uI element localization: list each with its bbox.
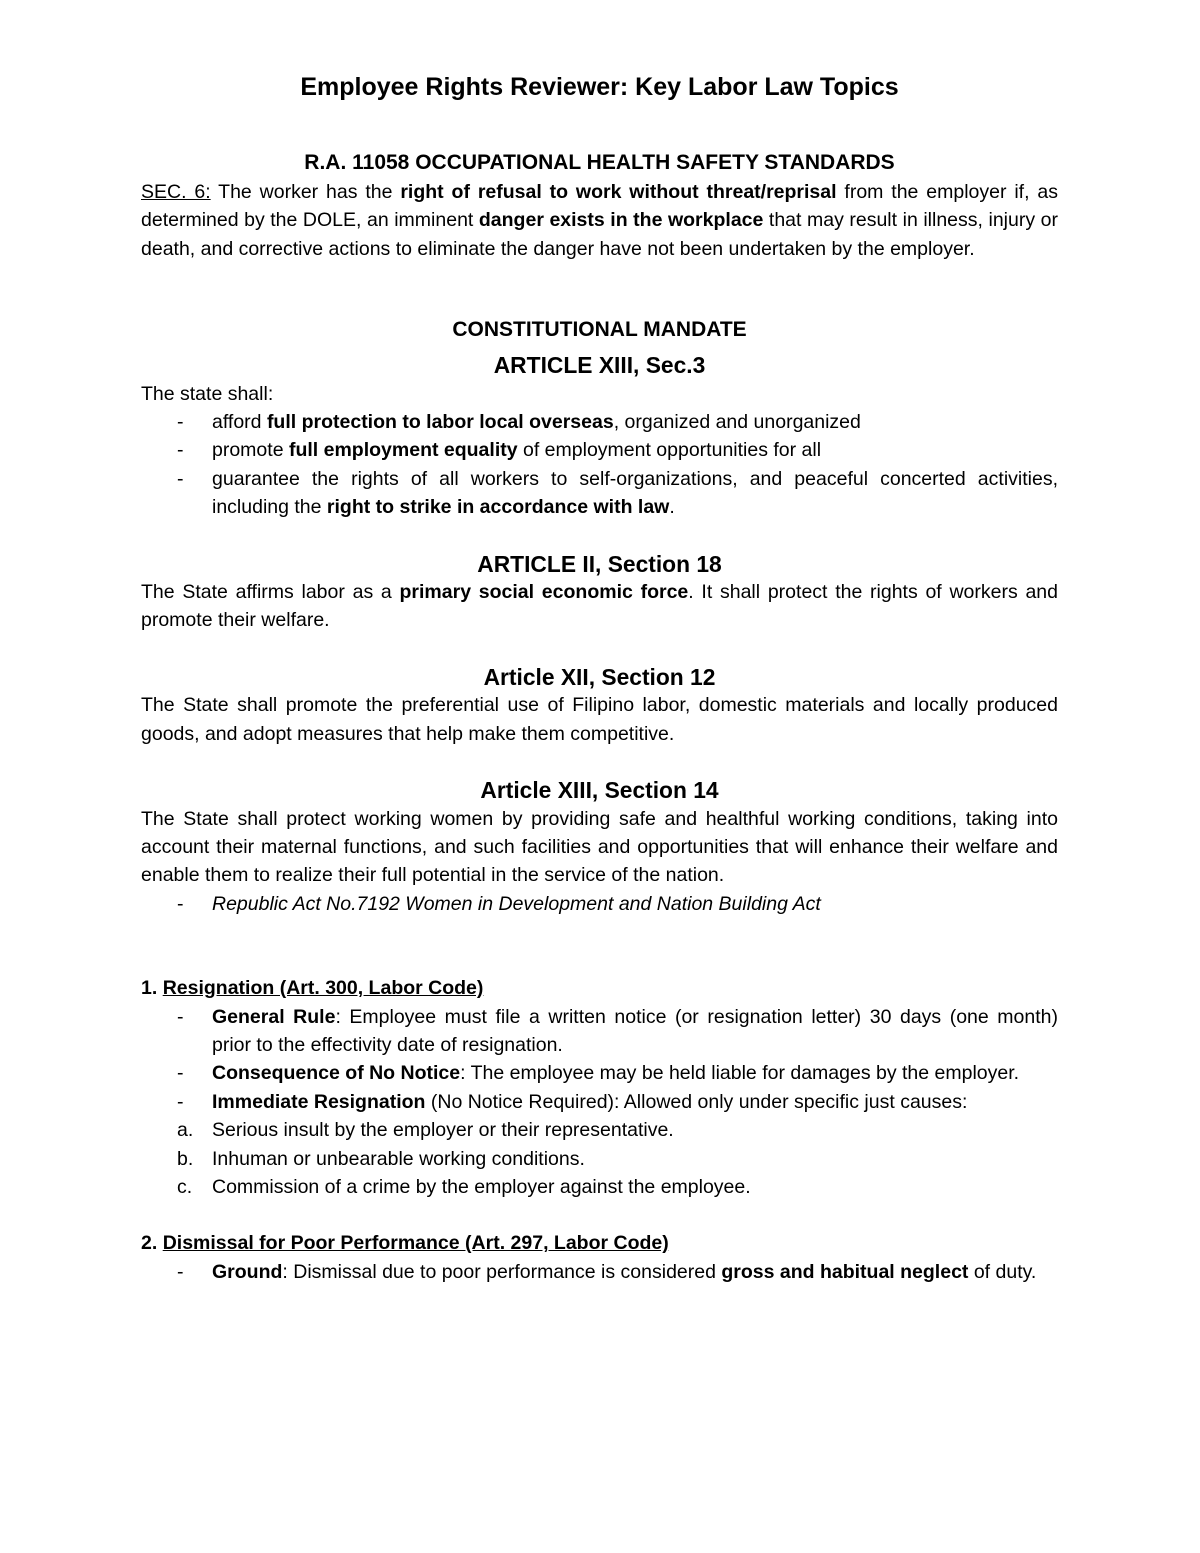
topic-1-list	[141, 1003, 1058, 1202]
article-13-sec-14-paragraph: The State shall protect working women by providing safe and healthful working conditions, taking into account their maternal functions, and such facilities and opportunities that will enhance their welfare and enable them to realize their full potential in the service of the nation.	[141, 807, 1058, 887]
article-12-sec-12-heading: Article XII, Section 12	[483, 663, 716, 690]
list-item: - Republic Act No.7192 Women in Development and Nation Building Act	[177, 892, 821, 915]
list-item: - afford full protection to labor local overseas, organized and unorganized	[177, 411, 861, 434]
topic-1-heading: 1. Resignation (Art. 300, Labor Code)	[141, 977, 484, 1000]
constitutional-mandate-heading: CONSTITUTIONAL MANDATE	[452, 318, 747, 342]
document-page	[141, 70, 1058, 1286]
article-13-sec-3-heading: ARTICLE XIII, Sec.3	[493, 352, 706, 379]
state-shall-intro: The state shall:	[141, 382, 274, 405]
ra-11058-heading: R.A. 11058 OCCUPATIONAL HEALTH SAFETY STANDARDS	[304, 151, 895, 174]
list-item: - Consequence of No Notice: The employee may be held liable for damages by the employer.	[177, 1062, 1020, 1085]
state-shall-list	[141, 408, 1058, 522]
list-item: - Immediate Resignation (No Notice Required): Allowed only under specific just causes:	[177, 1090, 968, 1113]
list-item: a. Serious insult by the employer or their representative.	[177, 1119, 674, 1142]
list-item: - promote full employment equality of employment opportunities for all	[177, 439, 822, 462]
sec-6-label: SEC. 6:	[141, 181, 211, 203]
ra-bold-1: right of refusal to work without threat/reprisal	[400, 181, 837, 203]
list-item: - General Rule: Employee must file a written notice (or resignation letter) 30 days (one month) prior to the effectivity date of resignation.	[177, 1005, 1058, 1056]
article-13-sec-14-ref-list	[141, 890, 1058, 918]
ra-text-1: The worker has the	[210, 181, 401, 203]
article-13-sec-14-heading: Article XIII, Section 14	[480, 777, 719, 804]
ra-11058-paragraph	[141, 178, 1058, 263]
ra-bold-2: danger exists in the workplace	[478, 209, 764, 232]
ra-7192-reference: Republic Act No.7192 Women in Development and Nation Building Act	[212, 892, 821, 915]
article-12-sec-12-paragraph: The State shall promote the preferential use of Filipino labor, domestic materials and locally produced goods, and adopt measures that help make them competitive.	[141, 694, 1058, 745]
list-item: - guarantee the rights of all workers to self-organizations, and peaceful concerted activities, including the right to strike in accordance with law.	[177, 467, 1058, 519]
document-title: Employee Rights Reviewer: Key Labor Law Topics	[300, 73, 899, 101]
topic-2-heading: 2. Dismissal for Poor Performance (Art. 297, Labor Code)	[141, 1232, 669, 1255]
list-item: - Ground: Dismissal due to poor performance is considered gross and habitual neglect of duty.	[177, 1260, 1037, 1283]
ra-text-2: from the employer if, as determined by the DOLE, an imminent	[141, 181, 1058, 232]
article-2-sec-18-paragraph: The State affirms labor as a primary social economic force. It shall protect the rights of workers and promote their welfare.	[141, 581, 1058, 632]
list-item: c. Commission of a crime by the employer against the employee.	[177, 1175, 751, 1198]
topic-2-list	[141, 1258, 1058, 1286]
article-2-sec-18-heading: ARTICLE II, Section 18	[477, 550, 722, 577]
ra-text-3: that may result in illness, injury or death, and corrective actions to eliminate the danger have not been undertaken by the employer.	[141, 209, 1058, 260]
list-item: b. Inhuman or unbearable working conditions.	[177, 1147, 585, 1170]
